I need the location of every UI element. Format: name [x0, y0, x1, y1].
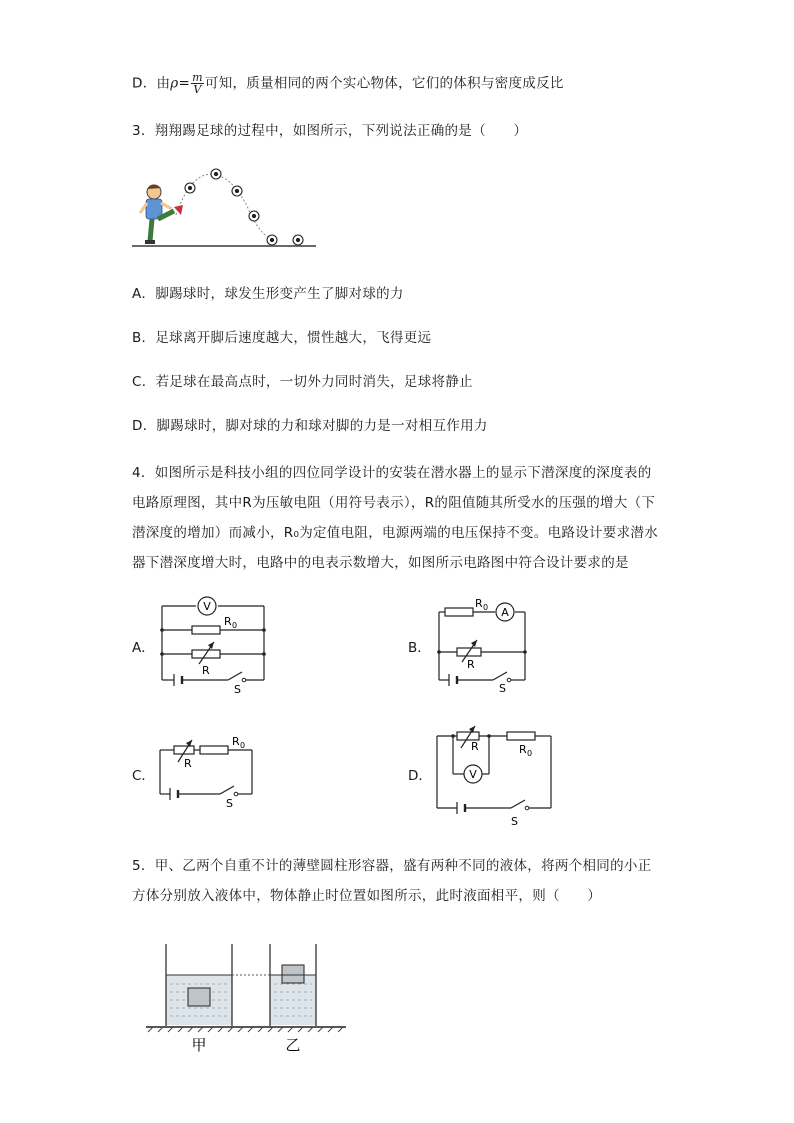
q4-stem-line-3: 潜深度的增加）而减小，R₀为定值电阻，电源两端的电压保持不变。电路设计要求潜水 — [132, 525, 658, 541]
q3-option-c: C．若足球在最高点时，一切外力同时消失，足球将静止 — [132, 374, 473, 390]
r0-label: R — [232, 735, 240, 748]
fraction-denominator: V — [193, 83, 202, 96]
r0-label: R — [475, 597, 483, 610]
q2-option-d-prefix: D．由 — [132, 75, 171, 92]
density-fraction — [191, 72, 204, 95]
r0-label: R — [224, 615, 232, 628]
q4-stem-line-4: 器下潜深度增大时，电路中的电表示数增大，如图所示电路图中符合设计要求的是 — [132, 555, 629, 571]
switch-label: S — [499, 682, 506, 695]
r0-subscript: 0 — [240, 741, 246, 750]
q4-option-a-label: A． — [132, 640, 155, 656]
circuit-b — [427, 596, 557, 696]
circuit-d — [427, 724, 562, 830]
q4-stem-line-2: 电路原理图，其中R为压敏电阻（用符号表示），R的阻值随其所受水的压强的增大（下 — [132, 495, 656, 511]
r0-subscript: 0 — [232, 621, 238, 630]
voltmeter-label: V — [203, 600, 211, 613]
q3-option-b: B．足球离开脚后速度越大，惯性越大，飞得更远 — [132, 330, 432, 346]
q4-option-c-label: C． — [132, 768, 155, 784]
switch-label: S — [234, 683, 241, 696]
r-label: R — [471, 740, 479, 753]
ammeter-label: A — [501, 606, 509, 619]
circuit-a — [150, 596, 280, 696]
switch-label: S — [226, 797, 233, 810]
q3-option-a: A．脚踢球时，球发生形变产生了脚对球的力 — [132, 286, 404, 302]
q4-option-b-label: B． — [408, 640, 431, 656]
r-label: R — [467, 658, 475, 671]
cube-yi — [282, 965, 304, 983]
circuit-c — [150, 730, 270, 812]
q3-stem: 3．翔翔踢足球的过程中，如图所示，下列说法正确的是（ ） — [132, 123, 528, 139]
rheostat-arrow-icon — [208, 642, 214, 649]
voltmeter-label: V — [469, 768, 477, 781]
q3-option-d: D．脚踢球时，脚对球的力和球对脚的力是一对相互作用力 — [132, 418, 488, 434]
cube-jia — [188, 988, 210, 1006]
r0-label: R — [519, 743, 527, 756]
football-kick-figure — [130, 155, 320, 255]
switch-label: S — [511, 815, 518, 828]
soccer-balls — [185, 169, 303, 245]
fraction-numerator: m — [192, 71, 203, 84]
q2-option-d — [132, 72, 564, 95]
label-yi: 乙 — [285, 1036, 301, 1054]
rho-symbol: ρ= — [170, 75, 191, 92]
r-label: R — [184, 757, 192, 770]
q5-stem-line-1: 5．甲、乙两个自重不计的薄壁圆柱形容器，盛有两种不同的液体，将两个相同的小正 — [132, 858, 652, 874]
r0-subscript: 0 — [527, 749, 533, 758]
r-label: R — [202, 664, 210, 677]
label-jia: 甲 — [191, 1036, 207, 1054]
two-containers-figure — [140, 940, 360, 1060]
q2-option-d-suffix: 可知，质量相同的两个实心物体，它们的体积与密度成反比 — [204, 75, 564, 92]
r0-subscript: 0 — [483, 603, 489, 612]
q4-option-d-label: D． — [408, 768, 432, 784]
q4-stem-line-1: 4．如图所示是科技小组的四位同学设计的安装在潜水器上的显示下潜深度的深度表的 — [132, 465, 652, 481]
rheostat-arrow-icon — [471, 640, 477, 647]
q5-stem-line-2: 方体分别放入液体中，物体静止时位置如图所示，此时液面相平，则（ ） — [132, 888, 602, 904]
